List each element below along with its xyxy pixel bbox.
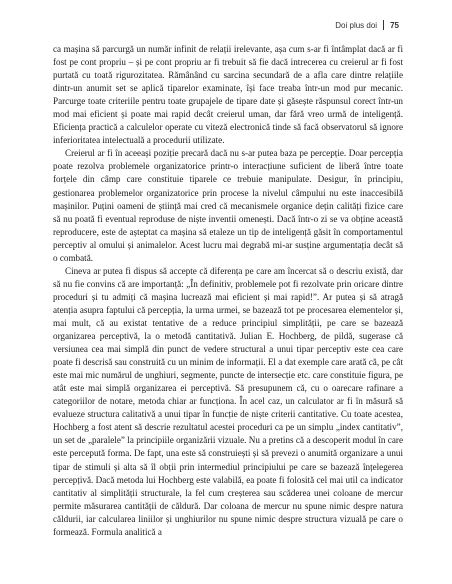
- paragraph-1: ca mașina să parcurgă un număr infinit de relații irelevante, așa cum s-ar fi întâmplat dacă ar fi fost pe cont propriu – și pe cont propriu ar fi trebuit să fie dacă intrecerea cu creierul ar fi fost purtată cu toată rigurozitatea. Rămânând cu sarcina secundară de a afla care dintre relațiile dintr-un anumit set se aplică tiparelor examinate, își face treaba într-un mod pur mecanic. Parcurge toate criteriile pentru toate grupajele de tipare date și găsește răspunsul corect într-un mod mai eficient și poate mai rapid decât creierul uman, dar fără vreo urmă de inteligență. Eficiența practică a calculelor operate cu viteză electronică tinde să facă observatorul să ignore inferioritatea intelectuală a procedurii utilizate.: [53, 44, 403, 146]
- running-head: [335, 20, 399, 30]
- body-text: [53, 43, 403, 539]
- running-head-title: Doi plus doi: [335, 20, 378, 30]
- running-head-separator: [383, 20, 384, 30]
- paragraph-2: Creierul ar fi în aceeași poziție precară dacă nu s-ar putea baza pe percepție. Doar percepția poate rezolva problemele organizatorice printr-o interacțiune suficient de liberă între toate forțele din câmp care constituie tiparele ce trebuie manipulate. Desigur, în principiu, gestionarea problemelor organizatorice prin procese la nivelul câmpului nu este inaccesibilă mașinilor. Puțini oameni de știință mai cred că mecanismele organice dețin calități fizice care să nu poată fi eventual reproduse de niște inventii omenești. Dacă într-o zi se va obține această reproducere, este de așteptat ca mașina să etaleze un tip de inteligență găsit în comportamentul perceptiv al omului și animalelor. Acest lucru mai degrabă mi-ar susține argumentația decât să o combată.: [53, 148, 403, 263]
- paragraph-3: Cineva ar putea fi dispus să accepte că diferența pe care am încercat să o descriu există, dar să nu fie convins că are importanță: „În definitiv, problemele pot fi rezolvate prin oricare dintre proceduri și tu admiți că mașina lucrează mai eficient și mai rapid!”. Ar putea și să atragă atenția asupra faptului că percepția, la urma urmei, se bazează tot pe procesarea elementelor și, mai mult, că au existat tentative de a reduce principiul simplității, pe care se bazează organizarea perceptivă, la o metodă cantitativă. Julian E. Hochberg, de pildă, sugerase că versiunea cea mai simplă din punct de vedere structural a unui tipar perceptiv este cea care poate fi descrisă sau construită cu un minim de informații. El a dat exemple care arată că, pe cât este mai mic numărul de unghiuri, segmente, puncte de intersecție etc. care constituie figura, pe atât este mai simplă organizarea ei perceptivă. Să presupunem că, cu o oarecare rafinare a categoriilor de notare, metoda chiar ar funcționa. În acel caz, un calculator ar fi în măsură să evalueze structura calitativă a unui tipar în funcție de niște criterii cantitative. Cu toate acestea, Hochberg a fost atent să descrie rezultatul acestei proceduri ca pe un simplu „index cantitativ”, un set de „paralele” la principiile organizării vizuale. Nu a pretins că a descoperit modul în care este percepută forma. De fapt, una este să construiești și să prevezi o anumită organizare a unui tipar de stimuli și alta să îl obții prin intermediul principiului pe care se bazează înțelegerea percepțivă. Dacă metoda lui Hochberg este valabilă, ea poate fi folosită cel mai util ca indicator cantitativ al simplității structurale, la fel cum creșterea sau scăderea unei coloane de mercur permite măsurarea cantității de căldură. Dar coloana de mercur nu spune nimic despre natura căldurii, iar calcularea liniilor și unghiurilor nu spune nimic despre structura vizuală pe care o formează. Formula analitică a: [53, 265, 403, 537]
- page-number: 75: [390, 20, 399, 30]
